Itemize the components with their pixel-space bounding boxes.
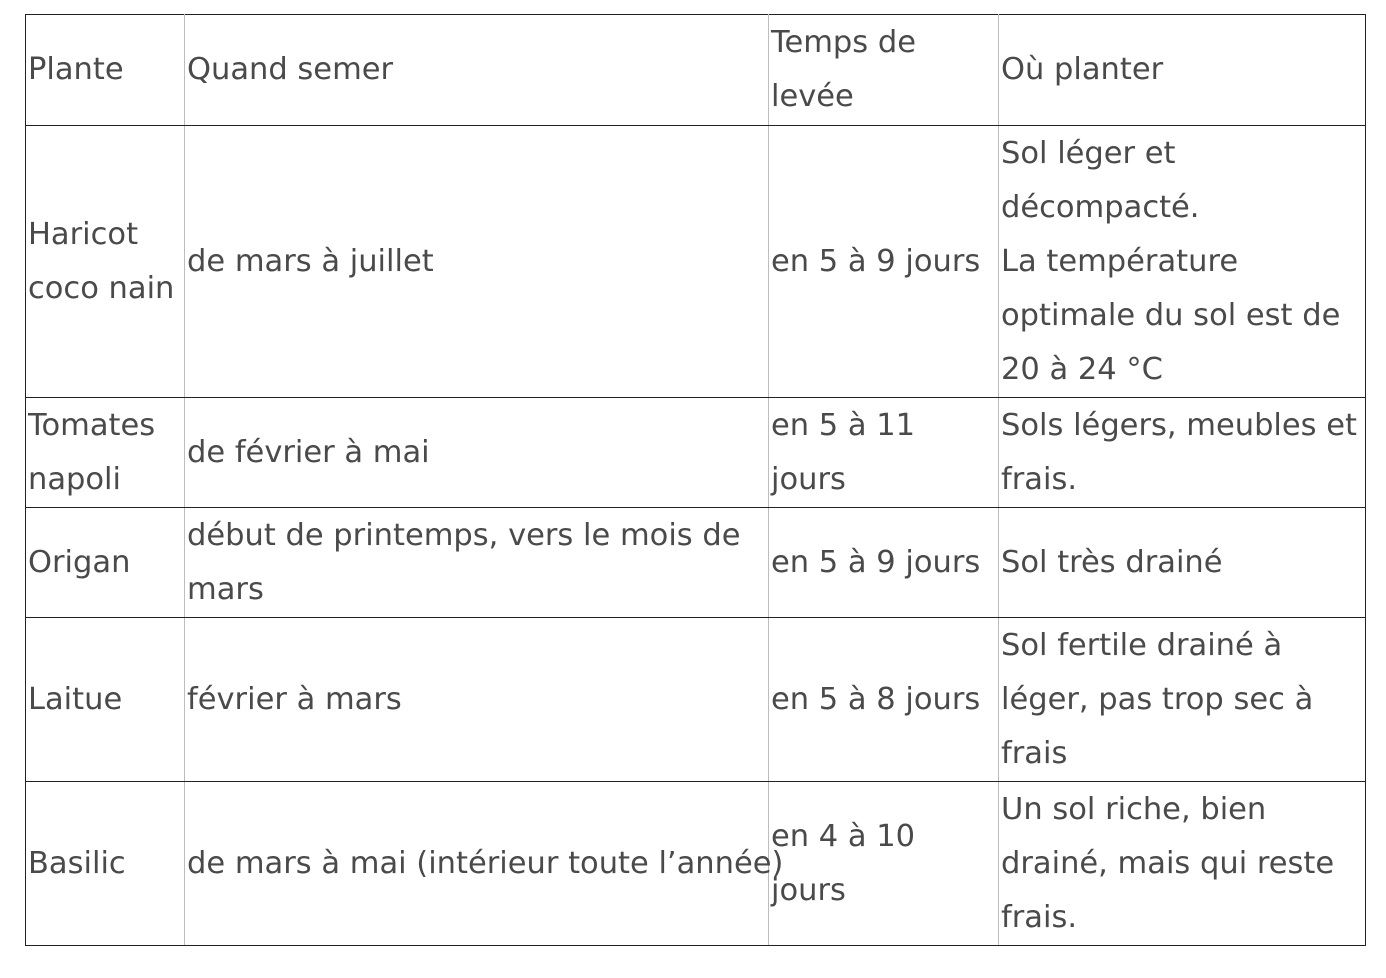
cell-plante: Haricot coco nain — [26, 126, 185, 398]
cell-plante: Origan — [26, 508, 185, 618]
table-row — [26, 398, 1366, 508]
cell-line: Un sol riche, bien drainé, mais qui reste frais. — [1001, 791, 1335, 935]
cell-line: Sols légers, meubles et frais. — [1001, 407, 1357, 497]
header-ou-planter: Où planter — [999, 15, 1366, 126]
cell-plante: Tomates napoli — [26, 398, 185, 508]
header-plante: Plante — [26, 15, 185, 126]
cell-plante: Basilic — [26, 782, 185, 946]
cell-plante: Laitue — [26, 618, 185, 782]
plant-sowing-table — [25, 14, 1366, 946]
cell-quand-semer: début de printemps, vers le mois de mars — [185, 508, 769, 618]
cell-ou-planter — [999, 618, 1366, 782]
cell-temps-levee: en 5 à 9 jours — [769, 126, 999, 398]
header-temps-levee: Temps de levée — [769, 15, 999, 126]
header-quand-semer: Quand semer — [185, 15, 769, 126]
cell-line: Sol fertile drainé à léger, pas trop sec à frais — [1001, 627, 1314, 771]
table-row — [26, 782, 1366, 946]
table-header-row — [26, 15, 1366, 126]
cell-temps-levee: en 4 à 10 jours — [769, 782, 999, 946]
cell-quand-semer: février à mars — [185, 618, 769, 782]
cell-temps-levee: en 5 à 8 jours — [769, 618, 999, 782]
table-row — [26, 618, 1366, 782]
cell-quand-semer: de mars à juillet — [185, 126, 769, 398]
cell-temps-levee: en 5 à 9 jours — [769, 508, 999, 618]
cell-ou-planter — [999, 398, 1366, 508]
cell-ou-planter — [999, 508, 1366, 618]
cell-quand-semer: de février à mai — [185, 398, 769, 508]
table-row — [26, 126, 1366, 398]
cell-line: Sol très drainé — [1001, 544, 1223, 580]
cell-quand-semer: de mars à mai (intérieur toute l’année) — [185, 782, 769, 946]
table-row — [26, 508, 1366, 618]
cell-line: La température optimale du sol est de 20 à 24 °C — [1001, 243, 1341, 387]
cell-ou-planter — [999, 782, 1366, 946]
cell-ou-planter — [999, 126, 1366, 398]
cell-temps-levee: en 5 à 11 jours — [769, 398, 999, 508]
cell-line: Sol léger et décompacté. — [1001, 135, 1200, 225]
